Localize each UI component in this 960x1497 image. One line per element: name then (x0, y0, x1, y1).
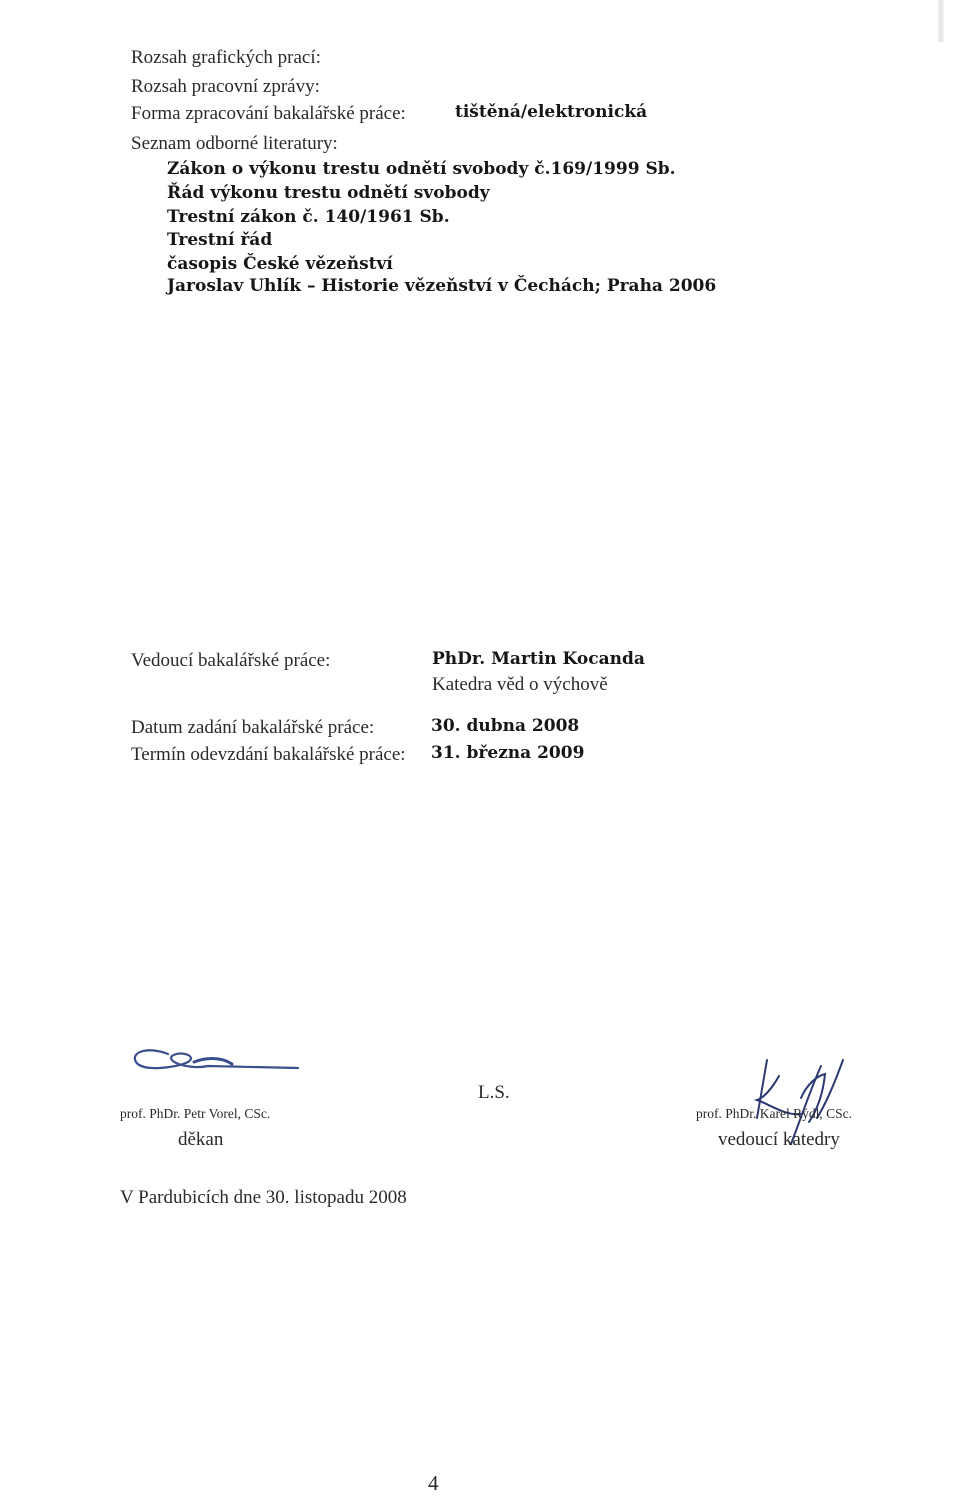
deadline-label: Termín odevzdání bakalářské práce: (131, 744, 406, 765)
scan-edge-mark (938, 0, 944, 42)
supervisor-name: PhDr. Martin Kocanda (432, 649, 645, 669)
place-and-date: V Pardubicích dne 30. listopadu 2008 (120, 1187, 407, 1208)
supervisor-label: Vedoucí bakalářské práce: (131, 650, 331, 671)
deadline-value: 31. března 2009 (431, 743, 585, 763)
seal-mark: L.S. (478, 1082, 510, 1103)
report-scope-label: Rozsah pracovní zprávy: (131, 76, 320, 97)
literature-item: časopis České vězeňství (167, 254, 393, 274)
dean-name: prof. PhDr. Petr Vorel, CSc. (120, 1106, 271, 1121)
assignment-date-label: Datum zadání bakalářské práce: (131, 717, 375, 738)
literature-item: Trestní řád (167, 230, 273, 250)
dean-signature (128, 1040, 308, 1080)
literature-item: Trestní zákon č. 140/1961 Sb. (167, 207, 450, 227)
thesis-form-label: Forma zpracování bakalářské práce: (131, 103, 406, 124)
graphic-works-label: Rozsah grafických prací: (131, 47, 321, 68)
assignment-date-value: 30. dubna 2008 (431, 716, 580, 736)
department-head-name: prof. PhDr. Karel Rýdl, CSc. (696, 1106, 852, 1121)
thesis-form-value: tištěná/elektronická (455, 102, 648, 122)
literature-item: Řád výkonu trestu odnětí svobody (167, 183, 490, 203)
literature-label: Seznam odborné literatury: (131, 133, 338, 154)
department-head-role: vedoucí katedry (718, 1129, 840, 1150)
page-number: 4 (428, 1471, 439, 1495)
literature-item: Jaroslav Uhlík – Historie vězeňství v Čechách; Praha 2006 (167, 276, 717, 296)
dean-role: děkan (178, 1129, 224, 1150)
supervisor-department: Katedra věd o výchově (432, 674, 608, 695)
literature-item: Zákon o výkonu trestu odnětí svobody č.169/1999 Sb. (167, 159, 676, 179)
